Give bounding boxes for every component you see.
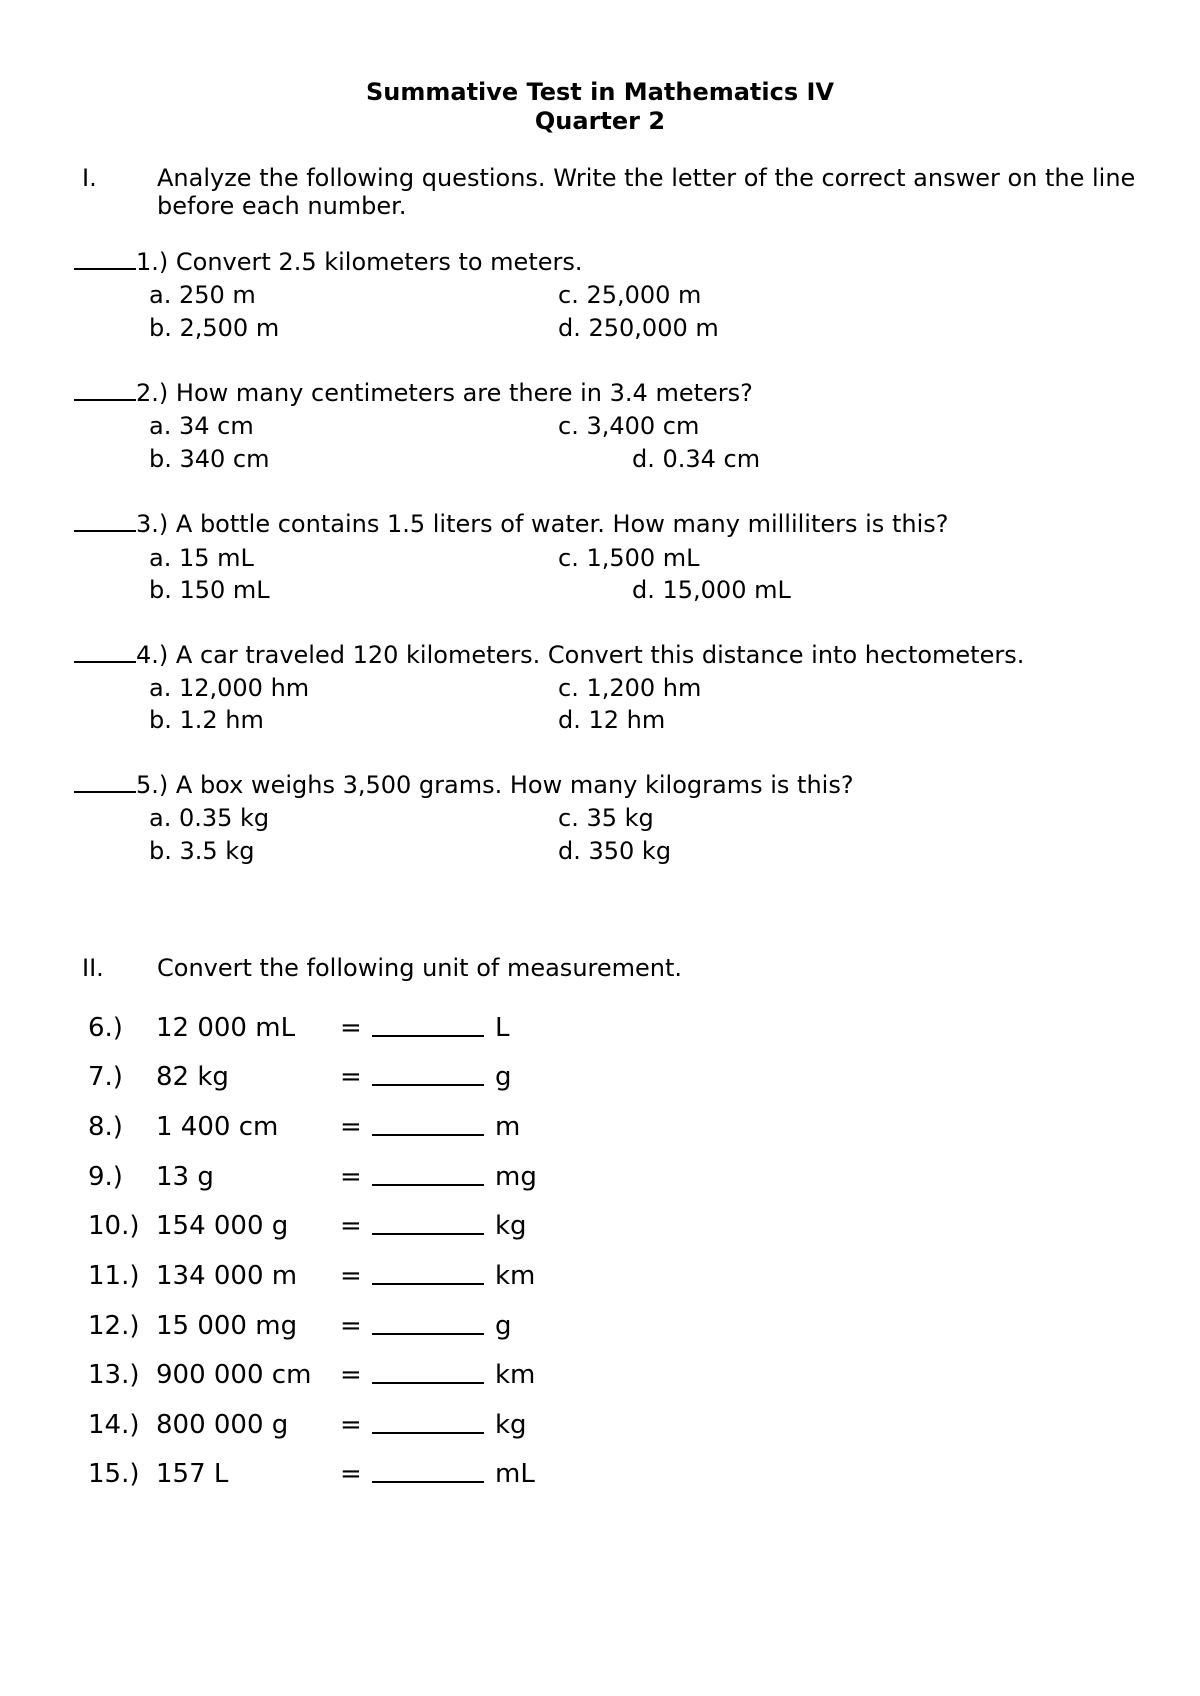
answer-blank[interactable] [74,381,136,401]
option-a: a. 0.35 kg [149,804,270,832]
answer-blank[interactable] [372,1360,484,1384]
question-2 [74,379,753,407]
option-c: c. 35 kg [558,804,654,832]
item-value: 900 000 cm [156,1360,312,1390]
item-number: 8.) [88,1112,123,1142]
answer-blank[interactable] [372,1311,484,1335]
conversion-item [88,1261,688,1291]
question-text: 1.) Convert 2.5 kilometers to meters. [136,248,583,276]
item-number: 9.) [88,1162,123,1192]
target-unit: mL [495,1459,535,1489]
target-unit: mg [495,1162,537,1192]
option-a: a. 12,000 hm [149,674,310,702]
item-value: 13 g [156,1162,214,1192]
target-unit: kg [495,1410,527,1440]
answer-blank[interactable] [372,1013,484,1037]
equals-sign: = [340,1360,362,1390]
conversion-item [88,1013,688,1043]
conversion-item [88,1360,688,1390]
target-unit: km [495,1261,536,1291]
answer-blank[interactable] [74,643,136,663]
answer-blank[interactable] [372,1261,484,1285]
option-a: a. 250 m [149,281,256,309]
target-unit: g [495,1311,512,1341]
conversion-item [88,1062,688,1092]
item-value: 134 000 m [156,1261,298,1291]
conversion-item [88,1162,688,1192]
answer-blank[interactable] [372,1459,484,1483]
item-value: 12 000 mL [156,1013,296,1043]
item-value: 82 kg [156,1062,229,1092]
section-2-instruction: Convert the following unit of measurement. [157,954,683,982]
option-b: b. 1.2 hm [149,706,264,734]
question-text: 5.) A box weighs 3,500 grams. How many kilograms is this? [136,771,854,799]
section-1-number: I. [82,164,97,192]
item-number: 15.) [88,1459,140,1489]
item-number: 12.) [88,1311,140,1341]
question-1 [74,248,583,276]
answer-blank[interactable] [74,512,136,532]
section-2-number: II. [82,954,104,982]
equals-sign: = [340,1410,362,1440]
answer-blank[interactable] [74,773,136,793]
option-b: b. 3.5 kg [149,837,255,865]
option-c: c. 25,000 m [558,281,702,309]
option-d: d. 350 kg [558,837,672,865]
target-unit: g [495,1062,512,1092]
option-c: c. 3,400 cm [558,412,700,440]
option-b: b. 2,500 m [149,314,280,342]
answer-blank[interactable] [372,1062,484,1086]
quarter-subtitle: Quarter 2 [534,107,666,135]
item-number: 6.) [88,1013,123,1043]
item-number: 14.) [88,1410,140,1440]
answer-blank[interactable] [372,1112,484,1136]
option-b: b. 150 mL [149,576,270,604]
target-unit: L [495,1013,510,1043]
equals-sign: = [340,1211,362,1241]
item-value: 1 400 cm [156,1112,279,1142]
option-a: a. 34 cm [149,412,254,440]
equals-sign: = [340,1013,362,1043]
option-c: c. 1,200 hm [558,674,702,702]
item-number: 10.) [88,1211,140,1241]
option-a: a. 15 mL [149,544,254,572]
equals-sign: = [340,1261,362,1291]
equals-sign: = [340,1162,362,1192]
target-unit: kg [495,1211,527,1241]
answer-blank[interactable] [372,1410,484,1434]
question-4 [74,641,1024,669]
target-unit: km [495,1360,536,1390]
answer-blank[interactable] [74,250,136,270]
section-1-instruction: Analyze the following questions. Write the letter of the correct answer on the line before each number. [157,164,1136,220]
item-value: 154 000 g [156,1211,289,1241]
item-value: 157 L [156,1459,229,1489]
item-number: 13.) [88,1360,140,1390]
question-5 [74,771,854,799]
page-title: Summative Test in Mathematics IV [366,78,834,106]
option-c: c. 1,500 mL [558,544,700,572]
item-number: 7.) [88,1062,123,1092]
question-3 [74,510,948,538]
equals-sign: = [340,1311,362,1341]
equals-sign: = [340,1112,362,1142]
conversion-item [88,1311,688,1341]
item-number: 11.) [88,1261,140,1291]
option-d: d. 250,000 m [558,314,719,342]
item-value: 800 000 g [156,1410,289,1440]
question-text: 4.) A car traveled 120 kilometers. Convert this distance into hectometers. [136,641,1025,669]
item-value: 15 000 mg [156,1311,298,1341]
answer-blank[interactable] [372,1162,484,1186]
option-d: d. 15,000 mL [632,576,791,604]
option-d: d. 12 hm [558,706,666,734]
question-text: 3.) A bottle contains 1.5 liters of water. How many milliliters is this? [136,510,949,538]
conversion-item [88,1459,688,1489]
equals-sign: = [340,1459,362,1489]
question-text: 2.) How many centimeters are there in 3.4 meters? [136,379,753,407]
answer-blank[interactable] [372,1211,484,1235]
option-b: b. 340 cm [149,445,270,473]
conversion-item [88,1112,688,1142]
option-d: d. 0.34 cm [632,445,761,473]
target-unit: m [495,1112,521,1142]
conversion-item [88,1211,688,1241]
equals-sign: = [340,1062,362,1092]
conversion-item [88,1410,688,1440]
